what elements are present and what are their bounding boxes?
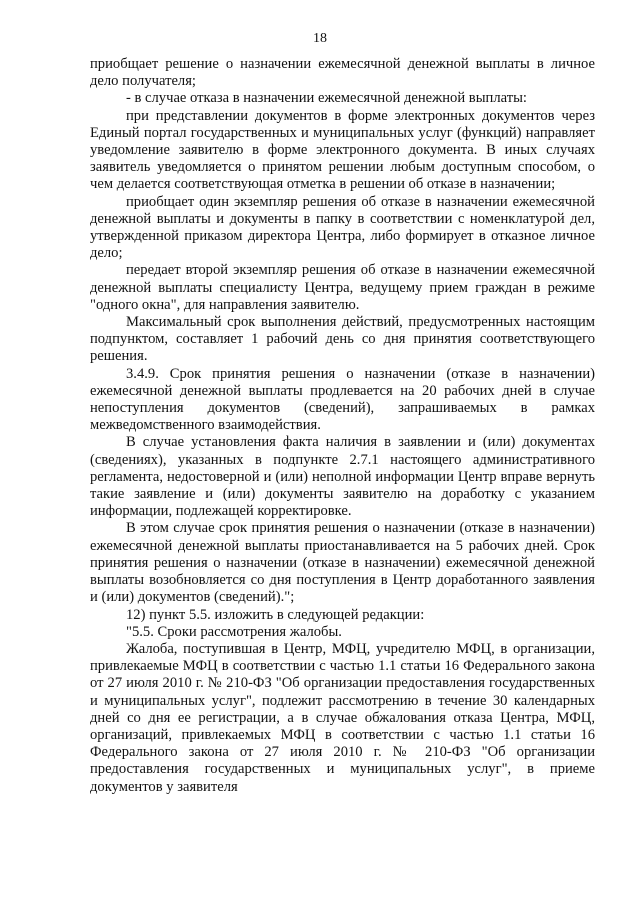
paragraph: - в случае отказа в назначении ежемесячной денежной выплаты:	[126, 90, 527, 107]
paragraph: передает второй экземпляр решения об отказе в назначении ежемесячной денежной выплаты специалисту Центра, ведущему прием граждан в режиме "одного окна", для направления заявителю.	[90, 262, 595, 313]
document-body	[90, 56, 595, 796]
paragraph: "5.5. Сроки рассмотрения жалобы.	[126, 623, 342, 640]
paragraph: приобщает один экземпляр решения об отказе в назначении ежемесячной денежной выплаты и документы в папку в соответствии с номенклатурой дел, утвержденной приказом директора Центра, либо формирует в отказное личное дело;	[90, 193, 595, 262]
paragraph: Жалоба, поступившая в Центр, МФЦ, учредителю МФЦ, в организации, привлекаемые МФЦ в соответствии с частью 1.1 статьи 16 Федерального закона от 27 июля 2010 г. № 210-ФЗ "Об организации предоставления государственных и муниципальных услуг", подлежит рассмотрению в течение 30 календарных дней со дня ее регистрации, а в случае обжалования отказа Центра, МФЦ, организаций, привлекаемых МФЦ в соответствии с частью 1.1 статьи 16 Федерального закона от 27 июля 2010 г. № 210-ФЗ "Об организации предоставления государственных и муниципальных услуг", в приеме документов у заявителя	[90, 640, 595, 795]
page-number: 18	[313, 31, 327, 46]
paragraph: Максимальный срок выполнения действий, предусмотренных настоящим подпунктом, составляет 1 рабочий день со дня принятия соответствующего решения.	[90, 314, 595, 365]
paragraph: приобщает решение о назначении ежемесячной денежной выплаты в личное дело получателя;	[90, 56, 595, 90]
paragraph: при представлении документов в форме электронных документов через Единый портал государственных и муниципальных услуг (функций) направляет уведомление заявителю в форме электронного документа. В иных случаях заявитель уведомляется о принятом решении любым доступным способом, о чем делается соответствующая отметка в решении об отказе в назначении;	[90, 107, 595, 193]
paragraph: В этом случае срок принятия решения о назначении (отказе в назначении) ежемесячной денежной выплаты приостанавливается на 5 рабочих дней. Срок принятия решения о назначении (отказе в назначении) ежемесячной денежной выплаты возобновляется со дня поступления в Центр доработанного заявления и (или) документов (сведений).";	[90, 520, 595, 606]
paragraph: 12) пункт 5.5. изложить в следующей редакции:	[126, 606, 425, 623]
paragraph: В случае установления факта наличия в заявлении и (или) документах (сведениях), указанных в подпункте 2.7.1 настоящего административного регламента, недостоверной и (или) неполной информации Центр вправе вернуть такие заявление и (или) документы заявителю на доработку с указанием информации, подлежащей корректировке.	[90, 434, 595, 520]
paragraph: 3.4.9. Срок принятия решения о назначении (отказе в назначении) ежемесячной денежной выплаты продлевается на 20 рабочих дней в случае непоступления документов (сведений), запрашиваемых в рамках межведомственного взаимодействия.	[90, 365, 595, 434]
